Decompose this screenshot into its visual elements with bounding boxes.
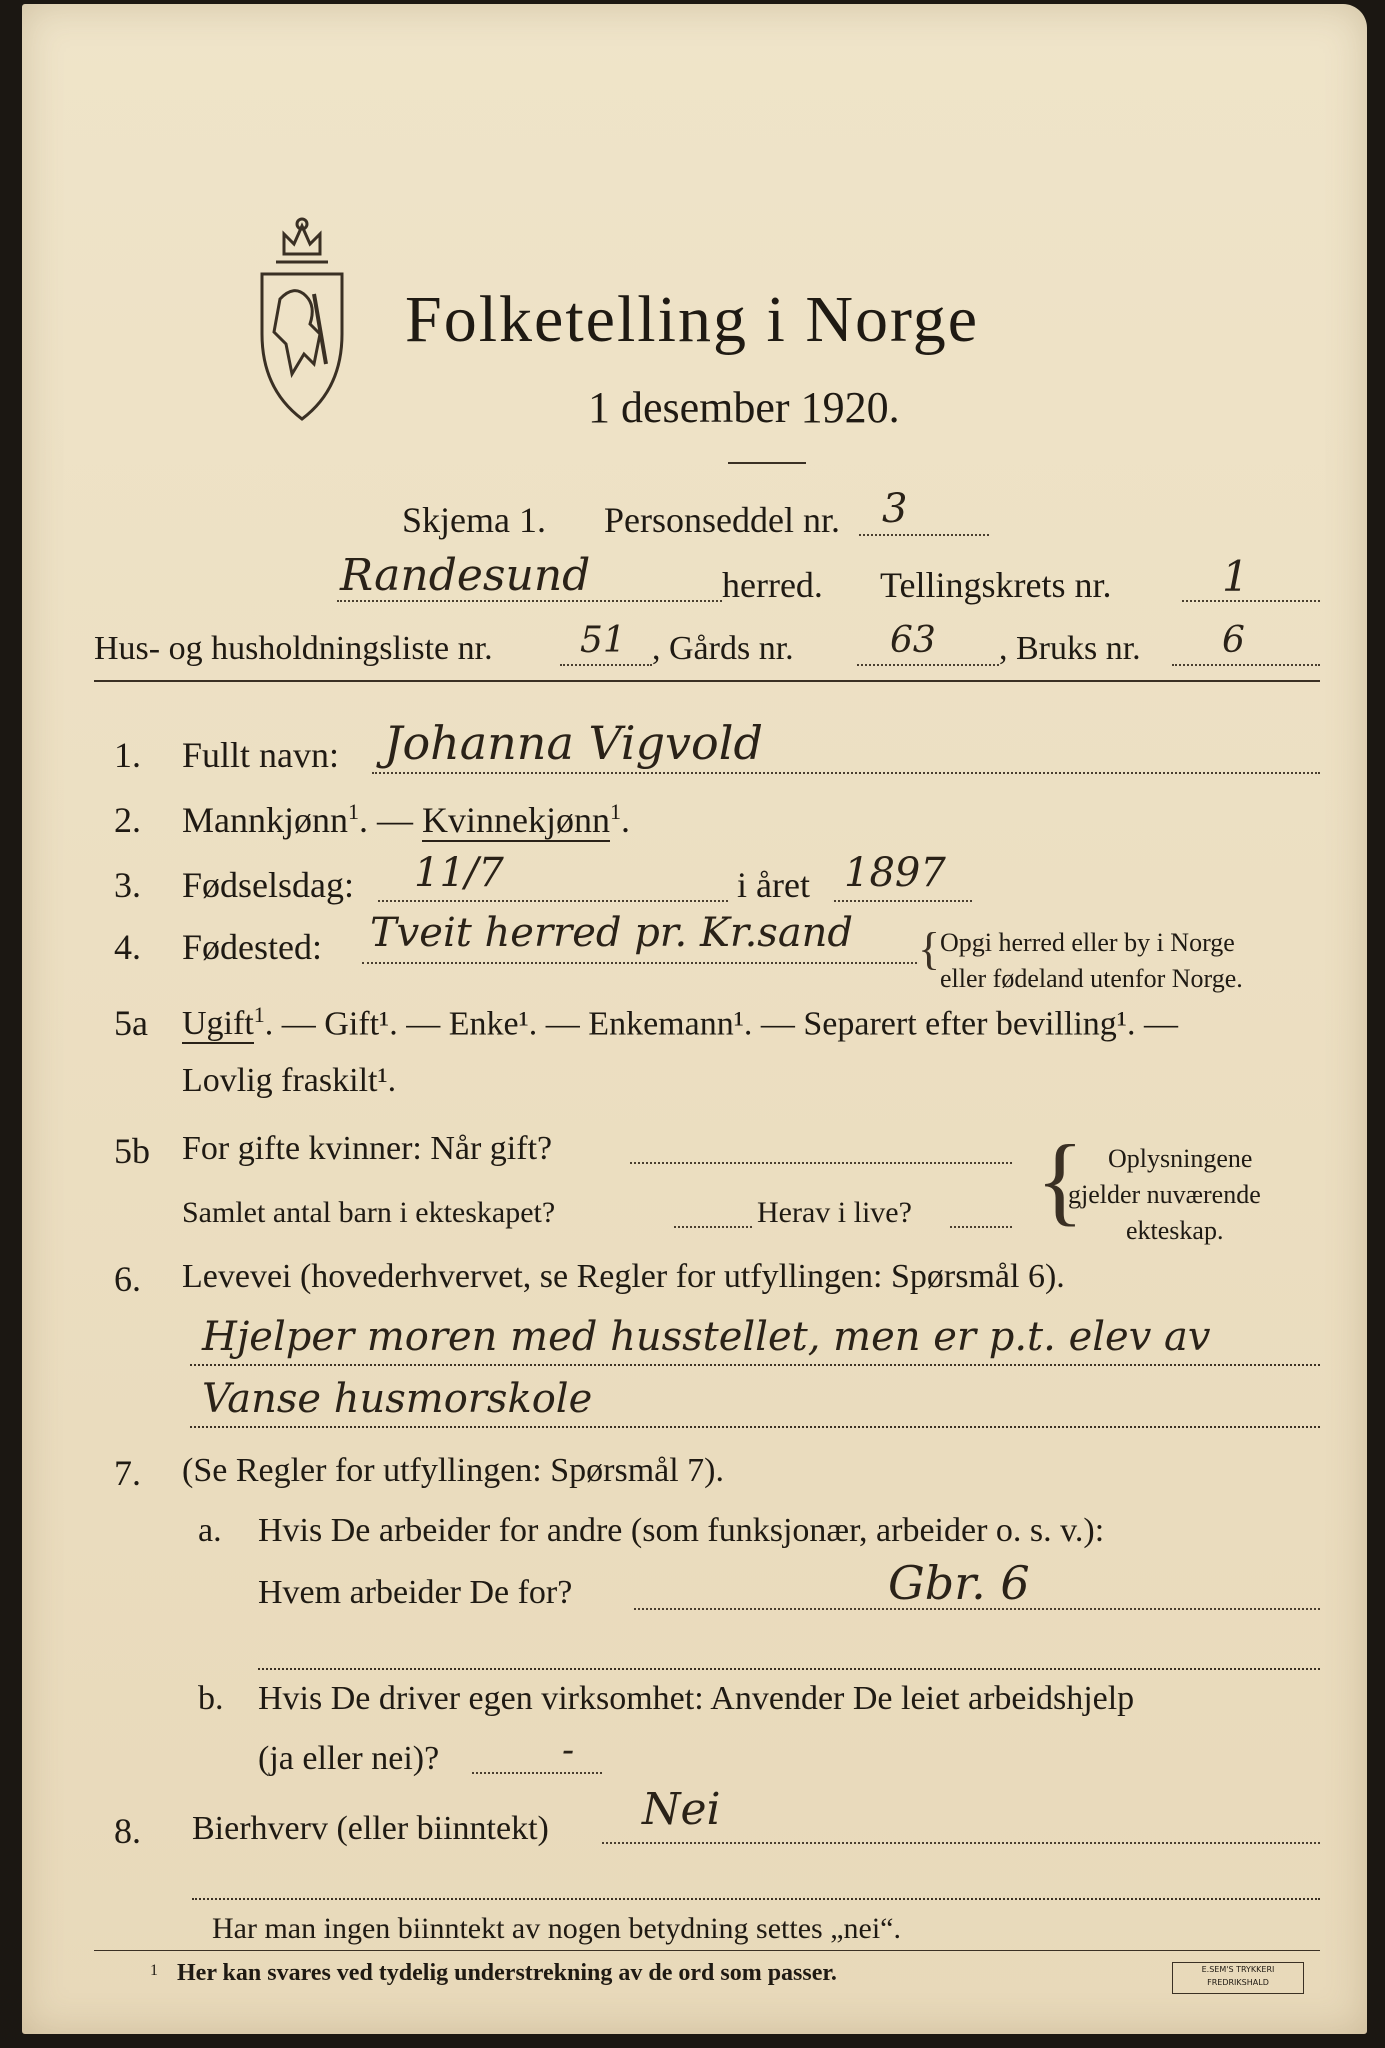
q5b-gift-line [630,1162,1012,1164]
printer-line2: FREDRIKSHALD [1207,1978,1269,1987]
coat-of-arms-icon [254,214,350,424]
q5b-number: 5b [114,1131,150,1171]
q7-b-line1: Hvis De driver egen virksomhet: Anvender De leiet arbeidshjelp [258,1680,1135,1717]
q5b-barn-line [674,1226,752,1228]
liste-label: Hus- og husholdningsliste nr. [94,630,493,667]
q7-a-line2: Hvem arbeider De for? [258,1574,573,1611]
q6-value-line1: Hjelper moren med husstellet, men er p.t. elev av [202,1314,1211,1360]
q2-text: Mannkjønn$^1$. — Kvinnekjønn$^1$. [182,799,630,840]
liste-line [560,664,652,666]
q7-b-value: - [562,1730,575,1771]
q4-note-line1: Opgi herred eller by i Norge [940,928,1235,957]
q4-line [362,962,917,964]
q5a-text: Ugift$^1$. — Gift¹. — Enke¹. — Enkemann¹. — Separert efter bevilling¹. — [182,1002,1178,1043]
q3-value: 11/7 [414,850,504,896]
q1-value: Johanna Vigvold [384,716,763,770]
q7-number: 7. [114,1453,141,1493]
q6-label: Levevei (hovederhvervet, se Regler for utfyllingen: Spørsmål 6). [182,1258,1065,1295]
form-title: Folketelling i Norge [405,283,980,356]
q5b-brace: { [1036,1124,1084,1235]
q4-brace: { [918,923,941,974]
bruks-line [1172,664,1320,666]
q5b-note-line1: Oplysningene [1108,1144,1253,1173]
q7-a-line1: Hvis De arbeider for andre (som funksjonær, arbeider o. s. v.): [258,1512,1105,1549]
q3-label: Fødselsdag: [182,865,355,905]
tellingskrets-line [1182,600,1320,602]
q1-label: Fullt navn: [182,735,340,775]
title-divider [728,462,806,464]
printer-line1: E.SEM'S TRYKKERI [1201,1965,1275,1974]
q5b-live-line [950,1226,1012,1228]
bruks-label: , Bruks nr. [999,630,1141,667]
q8-line [602,1842,1320,1844]
q4-note-line2: eller fødeland utenfor Norge. [940,964,1243,993]
q4-value: Tveit herred pr. Kr.sand [370,910,854,956]
printer-stamp [1172,1962,1304,1994]
bruks-value: 6 [1222,620,1245,661]
herred-label: herred. [722,565,823,605]
q1-line [372,772,1320,774]
q2-end: . [620,800,630,840]
census-form-page [22,4,1367,2034]
q6-line1 [190,1364,1320,1366]
q3-year-label: i året [737,865,810,905]
personseddel-label: Personseddel nr. [604,500,840,540]
q2-mann: Mannkjønn [182,800,348,840]
q8-label: Bierhverv (eller biinntekt) [192,1810,549,1847]
q2-number: 2. [114,800,141,840]
q5b-note-line2: gjelder nuværende [1068,1180,1261,1209]
q7-a-value: Gbr. 6 [888,1556,1030,1610]
q3-number: 3. [114,865,141,905]
q7-b-line [472,1772,602,1774]
header-divider [94,680,1320,682]
form-date: 1 desember 1920. [588,383,900,432]
gards-value: 63 [890,620,936,661]
q7-b-line2: (ja eller nei)? [258,1740,440,1777]
tellingskrets-label: Tellingskrets nr. [880,565,1112,605]
q2-kvinne: Kvinnekjønn [422,800,610,840]
q5a-number: 5a [114,1003,148,1043]
q7-label: (Se Regler for utfyllingen: Spørsmål 7). [182,1452,725,1489]
q6-value-line2: Vanse husmorskole [202,1376,593,1422]
q5b-label3: Herav i live? [757,1196,912,1229]
q5a-line2: Lovlig fraskilt¹. [182,1062,397,1099]
q5b-note-line3: ekteskap. [1126,1216,1224,1245]
q7-b-number: b. [198,1680,224,1717]
personseddel-value: 3 [882,486,908,532]
q6-number: 6. [114,1259,141,1299]
footnote-mark: 1 [150,1962,158,1979]
bottom-note: Har man ingen biinntekt av nogen betydning settes „nei“. [212,1912,901,1945]
schema-label: Skjema 1. [402,500,546,540]
gards-line [857,664,999,666]
q5b-label1: For gifte kvinner: Når gift? [182,1130,553,1167]
q5a-ugift: Ugift [182,1005,254,1043]
tellingskrets-value: 1 [1222,552,1249,601]
q6-line2 [190,1426,1320,1428]
q5b-label2: Samlet antal barn i ekteskapet? [182,1196,556,1229]
q4-number: 4. [114,927,141,967]
gards-label: , Gårds nr. [652,630,794,667]
liste-value: 51 [580,620,626,661]
q3-year-line [834,900,972,902]
footnote-divider [94,1950,1320,1951]
q3-year-value: 1897 [844,850,946,896]
q7-a-number: a. [198,1512,222,1549]
footnote-text: Her kan svares ved tydelig understrekning av de ord som passer. [177,1960,837,1986]
q2-sep: . — [359,800,422,840]
q7-a-extra-line [258,1668,1320,1670]
herred-value: Randesund [340,550,591,601]
q5a-rest: . — Gift¹. — Enke¹. — Enkemann¹. — Separert efter bevilling¹. — [264,1005,1178,1043]
q8-extra-line [192,1898,1320,1900]
q4-label: Fødested: [182,927,322,967]
q8-value: Nei [642,1784,721,1835]
q1-number: 1. [114,735,141,775]
personseddel-line [859,534,989,536]
q3-line [378,900,728,902]
q8-number: 8. [114,1811,141,1851]
